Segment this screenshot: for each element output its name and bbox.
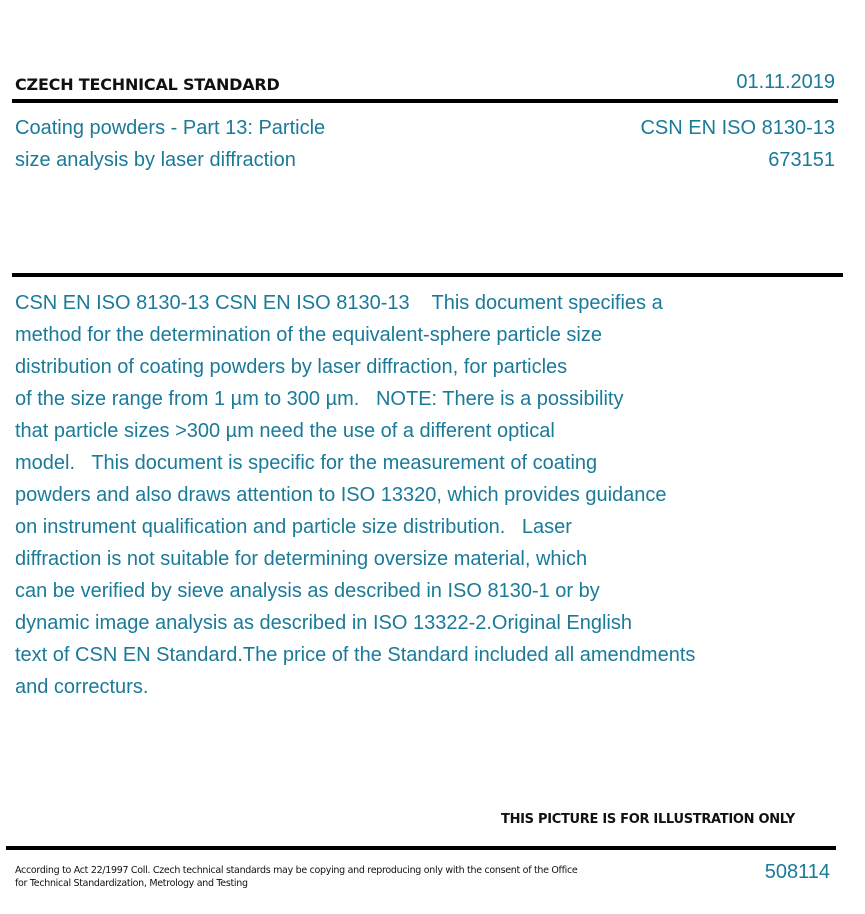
legal-notice-line-2: for Technical Standardization, Metrology and Testing	[15, 878, 248, 889]
description-line: CSN EN ISO 8130-13 CSN EN ISO 8130-13 This document specifies a	[15, 292, 663, 314]
standard-title-line-1: Coating powders - Part 13: Particle	[15, 117, 326, 139]
description-line: distribution of coating powders by laser diffraction, for particles	[15, 356, 568, 378]
illustration-disclaimer: THIS PICTURE IS FOR ILLUSTRATION ONLY	[501, 812, 795, 827]
description-line: and correcturs.	[15, 676, 149, 698]
footer-divider	[6, 846, 836, 850]
catalog-number: 673151	[768, 149, 835, 171]
document-category: CZECH TECHNICAL STANDARD	[15, 75, 280, 94]
standard-identifiers	[640, 112, 835, 176]
description-line: that particle sizes >300 µm need the use of a different optical	[15, 420, 555, 442]
description-line: diffraction is not suitable for determining oversize material, which	[15, 548, 588, 570]
legal-notice-line-1: According to Act 22/1997 Coll. Czech technical standards may be copying and reproducing only with the consent of the Office	[15, 865, 578, 876]
publication-date: 01.11.2019	[736, 71, 835, 93]
description-line: can be verified by sieve analysis as described in ISO 8130-1 or by	[15, 580, 600, 602]
description-line: model. This document is specific for the measurement of coating	[15, 452, 598, 474]
standard-title-line-2: size analysis by laser diffraction	[15, 149, 296, 171]
description-line: method for the determination of the equivalent-sphere particle size	[15, 324, 603, 346]
description-line: dynamic image analysis as described in ISO 13322-2.Original English	[15, 612, 632, 634]
title-divider	[12, 273, 843, 277]
header-divider	[12, 99, 838, 103]
standard-description	[15, 287, 755, 703]
description-line: on instrument qualification and particle size distribution. Laser	[15, 516, 572, 538]
standard-title	[15, 112, 435, 176]
description-line: of the size range from 1 µm to 300 µm. NOTE: There is a possibility	[15, 388, 624, 410]
legal-notice	[15, 864, 615, 890]
standard-code: CSN EN ISO 8130-13	[640, 117, 835, 139]
description-line: text of CSN EN Standard.The price of the Standard included all amendments	[15, 644, 696, 666]
footer-number: 508114	[764, 861, 830, 883]
description-line: powders and also draws attention to ISO 13320, which provides guidance	[15, 484, 667, 506]
